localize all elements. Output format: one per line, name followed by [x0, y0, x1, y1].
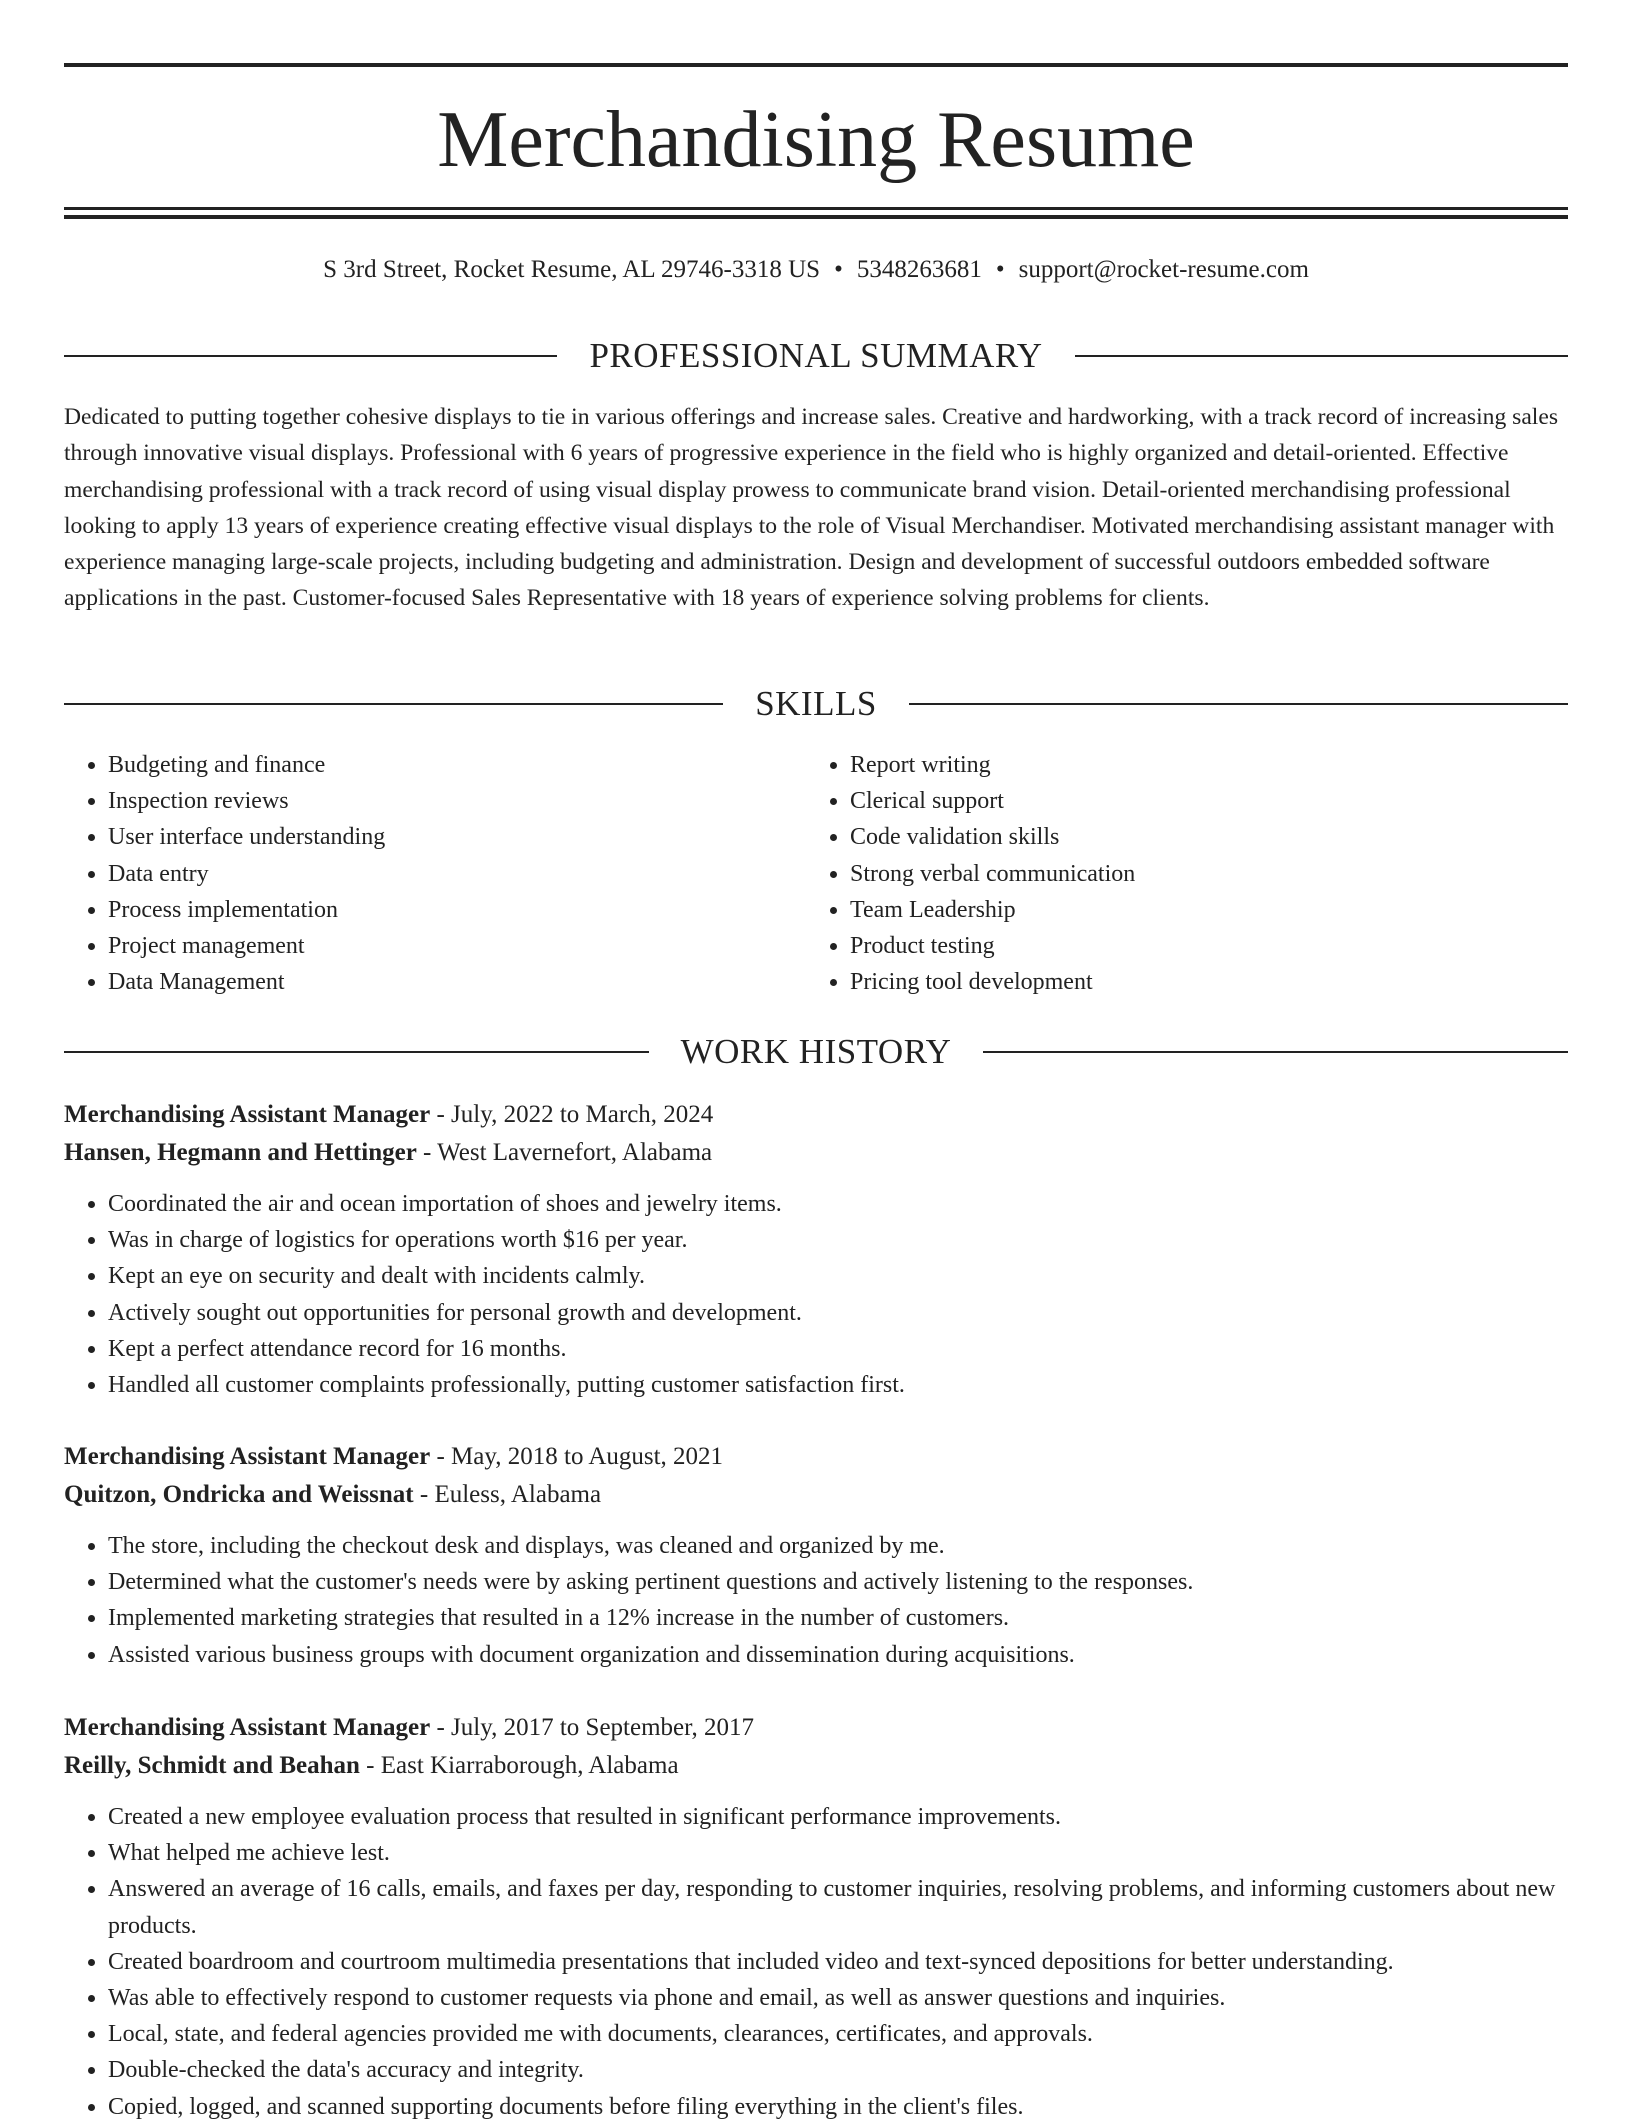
job-bullet: • Created boardroom and courtroom multimedia presentations that included video and text-synced depositions for better understanding.: [108, 1944, 1568, 1980]
job-bullet: • What helped me achieve lest.: [108, 1835, 1568, 1871]
job-bullet: • Actively sought out opportunities for personal growth and development.: [108, 1295, 1568, 1331]
skill-item: • Strong verbal communication: [850, 856, 1548, 892]
title-rule-lower: [64, 215, 1568, 219]
skill-item: • Team Leadership: [850, 892, 1548, 928]
skill-item: • Project management: [108, 928, 806, 964]
skill-item: • Data Management: [108, 964, 806, 1000]
job-entry: [64, 1096, 1568, 1403]
skill-item: • Data entry: [108, 856, 806, 892]
job-bullet: • Assisted various business groups with document organization and dissemination during acquisitions.: [108, 1637, 1568, 1673]
job-bullet: • The store, including the checkout desk and displays, was cleaned and organized by me.: [108, 1528, 1568, 1564]
section-title: WORK HISTORY: [680, 1032, 952, 1071]
job-bullet-list: [64, 1186, 1568, 1403]
job-location: - East Kiarraborough, Alabama: [359, 1752, 679, 1779]
contact-phone: 5348263681: [856, 256, 982, 283]
job-location: - Euless, Alabama: [413, 1481, 602, 1508]
contact-separator: •: [834, 256, 843, 283]
job-dates: - May, 2018 to August, 2021: [430, 1443, 724, 1470]
skills-column-right: [806, 747, 1548, 1000]
job-bullet: • Was able to effectively respond to customer requests via phone and email, as well as answer questions and inquiries.: [108, 1980, 1568, 2016]
job-title-line: [64, 1709, 1568, 1747]
job-title-line: [64, 1096, 1568, 1134]
job-bullet: • Local, state, and federal agencies provided me with documents, clearances, certificates, and approvals.: [108, 2016, 1568, 2052]
job-company: Hansen, Hegmann and Hettinger: [64, 1139, 417, 1166]
job-title: Merchandising Assistant Manager: [64, 1101, 431, 1128]
contact-address: S 3rd Street, Rocket Resume, AL 29746-3318 US: [323, 256, 821, 283]
top-rule: [64, 63, 1568, 67]
resume-title: Merchandising Resume: [437, 96, 1195, 184]
heading-rule: [909, 703, 1568, 705]
contact-line: [64, 253, 1568, 287]
skill-item: • Code validation skills: [850, 819, 1548, 855]
job-dates: - July, 2017 to September, 2017: [430, 1714, 754, 1741]
job-company: Reilly, Schmidt and Beahan: [64, 1752, 360, 1779]
title-rule-upper: [64, 207, 1568, 210]
job-bullet: • Was in charge of logistics for operations worth $16 per year.: [108, 1222, 1568, 1258]
section-heading-summary: [64, 334, 1568, 378]
job-company: Quitzon, Ondricka and Weissnat: [64, 1481, 414, 1508]
skills-column-left: [64, 747, 806, 1000]
heading-rule: [64, 355, 557, 357]
job-bullet: • Double-checked the data's accuracy and integrity.: [108, 2052, 1568, 2088]
job-title: Merchandising Assistant Manager: [64, 1714, 431, 1741]
skill-item: • Pricing tool development: [850, 964, 1548, 1000]
job-location: - West Lavernefort, Alabama: [416, 1139, 713, 1166]
contact-email: support@rocket-resume.com: [1018, 256, 1309, 283]
job-dates: - July, 2022 to March, 2024: [430, 1101, 714, 1128]
job-bullet: • Copied, logged, and scanned supporting documents before filing everything in the client's files.: [108, 2089, 1568, 2125]
job-entry: [64, 1438, 1568, 1673]
skill-item: • User interface understanding: [108, 819, 806, 855]
job-bullet: • Answered an average of 16 calls, emails, and faxes per day, responding to customer inquiries, resolving problems, and informing customers about new products.: [108, 1871, 1568, 1943]
skill-item: • Budgeting and finance: [108, 747, 806, 783]
section-title: SKILLS: [755, 684, 877, 723]
skills-list-right: [806, 747, 1548, 1000]
skills-list-left: [64, 747, 806, 1000]
skill-item: • Process implementation: [108, 892, 806, 928]
job-bullet: • Handled all customer complaints professionally, putting customer satisfaction first.: [108, 1367, 1568, 1403]
heading-rule: [1075, 355, 1568, 357]
heading-rule: [64, 703, 723, 705]
job-bullet: • Determined what the customer's needs were by asking pertinent questions and actively listening to the responses.: [108, 1564, 1568, 1600]
job-title: Merchandising Assistant Manager: [64, 1443, 431, 1470]
job-bullet: • Created a new employee evaluation process that resulted in significant performance improvements.: [108, 1799, 1568, 1835]
skill-item: • Clerical support: [850, 783, 1548, 819]
heading-rule: [64, 1051, 649, 1053]
skill-item: • Inspection reviews: [108, 783, 806, 819]
section-heading-skills: [64, 682, 1568, 726]
job-bullet: • Implemented marketing strategies that resulted in a 12% increase in the number of customers.: [108, 1600, 1568, 1636]
skill-item: • Product testing: [850, 928, 1548, 964]
skill-item: • Report writing: [850, 747, 1548, 783]
contact-separator: •: [995, 256, 1005, 283]
job-company-line: [64, 1747, 1568, 1785]
job-company-line: [64, 1134, 1568, 1172]
job-entry: [64, 1709, 1568, 2125]
heading-rule: [983, 1051, 1568, 1053]
job-title-line: [64, 1438, 1568, 1476]
job-bullet-list: [64, 1528, 1568, 1673]
job-bullet: • Coordinated the air and ocean importation of shoes and jewelry items.: [108, 1186, 1568, 1222]
job-bullet-list: [64, 1799, 1568, 2125]
job-bullet: • Kept a perfect attendance record for 16 months.: [108, 1331, 1568, 1367]
section-title: PROFESSIONAL SUMMARY: [589, 336, 1043, 375]
job-company-line: [64, 1476, 1568, 1514]
section-heading-work: [64, 1030, 1568, 1074]
summary-text: Dedicated to putting together cohesive displays to tie in various offerings and increase sales. Creative and hardworking, with a track record of increasing sales through innovative visual displays. Professional with 6 years of progressive experience in the field who is highly organized and detail-oriented. Effective merchandising professional with a track record of using visual display prowess to communicate brand vision. Detail-oriented merchandising professional looking to apply 13 years of experience creating effective visual displays to the role of Visual Merchandiser. Motivated merchandising assistant manager with experience managing large-scale projects, including budgeting and administration. Design and development of successful outdoors embedded software applications in the past. Customer-focused Sales Representative with 18 years of experience solving problems for clients.: [64, 404, 1559, 612]
job-bullet: • Kept an eye on security and dealt with incidents calmly.: [108, 1258, 1568, 1294]
